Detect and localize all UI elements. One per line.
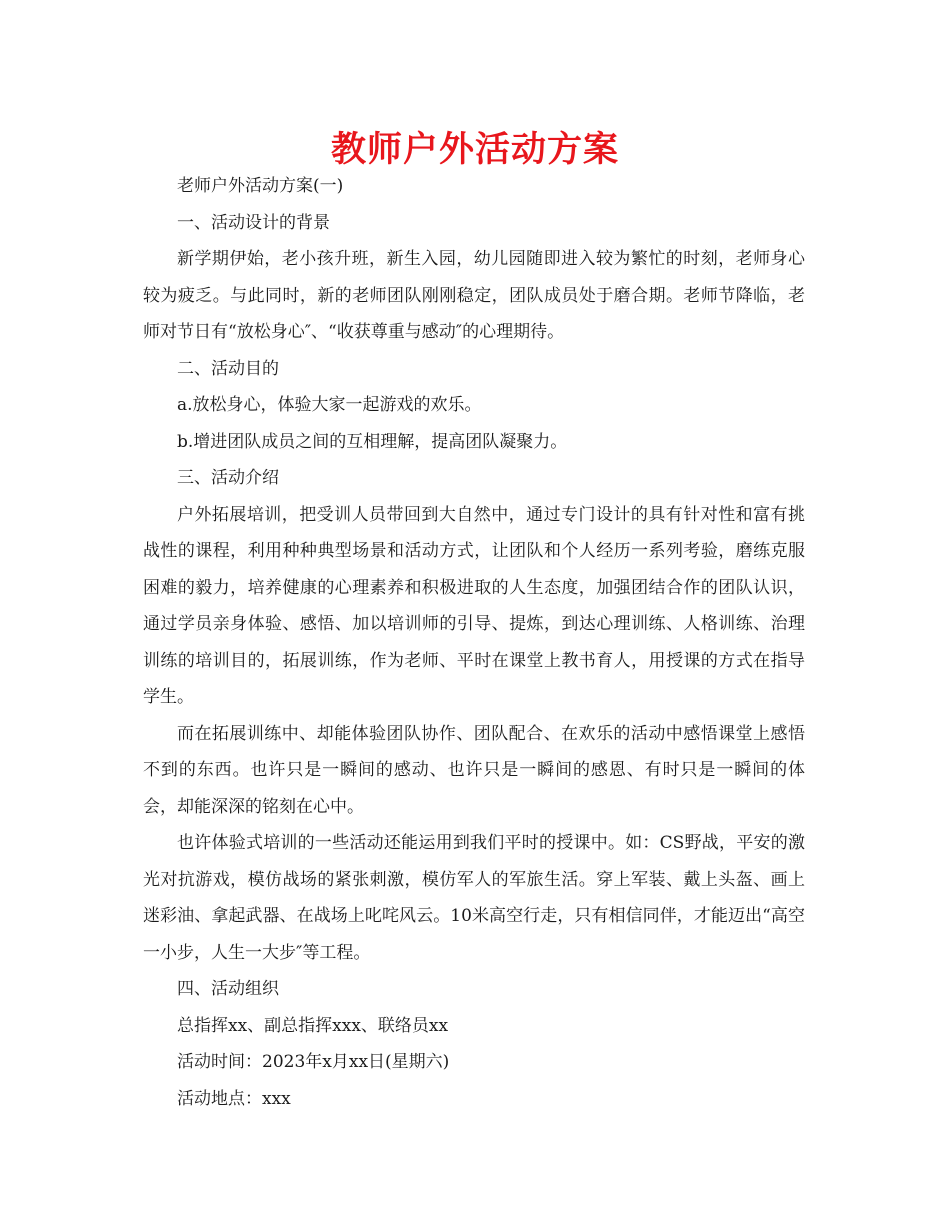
organization-staff: 总指挥xx、副总指挥xxx、联络员xx [177, 1015, 449, 1036]
paragraph-introduction-3: 也许体验式培训的一些活动还能运用到我们平时的授课中。如：CS野战，平安的激光对抗游戏，模仿战场的紧张刺激，模仿军人的军旅生活。穿上军装、戴上头盔、画上迷彩油、拿起武器、在战场上叱咤风云。10米高空行走，只有相信同伴，才能迈出“高空一小步，人生一大步″等工程。 [143, 833, 805, 963]
purpose-item-a: a.放松身心，体验大家一起游戏的欢乐。 [177, 395, 482, 415]
paragraph-introduction-1: 户外拓展培训，把受训人员带回到大自然中，通过专门设计的具有针对性和富有挑战性的课程，利用种种典型场景和活动方式，让团队和个人经历一系列考验，磨练克服困难的毅力，培养健康的心理素养和积极进取的人生态度，加强团结合作的团队认识，通过学员亲身体验、感悟、加以培训师的引导、提炼，到达心理训练、人格训练、治理训练的培训目的，拓展训练，作为老师、平时在课堂上教书育人，用授课的方式在指导学生。 [143, 504, 805, 707]
purpose-item-b: b.增进团队成员之间的互相理解，提高团队凝聚力。 [177, 431, 568, 452]
section-heading-organization: 四、活动组织 [177, 979, 279, 999]
activity-location: 活动地点：xxx [177, 1088, 291, 1109]
document-title: 教师户外活动方案 [330, 130, 619, 170]
paragraph-background: 新学期伊始，老小孩升班，新生入园，幼儿园随即进入较为繁忙的时刻，老师身心较为疲乏。与此同时，新的老师团队刚刚稳定，团队成员处于磨合期。老师节降临，老师对节日有“放松身心″、“收获尊重与感动″的心理期待。 [143, 249, 805, 342]
paragraph-introduction-2: 而在拓展训练中、却能体验团队协作、团队配合、在欢乐的活动中感悟课堂上感悟不到的东西。也许只是一瞬间的感动、也许只是一瞬间的感恩、有时只是一瞬间的体会，却能深深的铭刻在心中。 [143, 723, 805, 817]
activity-time: 活动时间：2023年x月xx日(星期六) [177, 1052, 450, 1072]
section-heading-purpose: 二、活动目的 [177, 358, 279, 379]
section-heading-background: 一、活动设计的背景 [177, 212, 330, 233]
document-body [143, 168, 805, 1117]
subtitle: 老师户外活动方案(一) [177, 176, 344, 196]
section-heading-introduction: 三、活动介绍 [177, 468, 279, 488]
